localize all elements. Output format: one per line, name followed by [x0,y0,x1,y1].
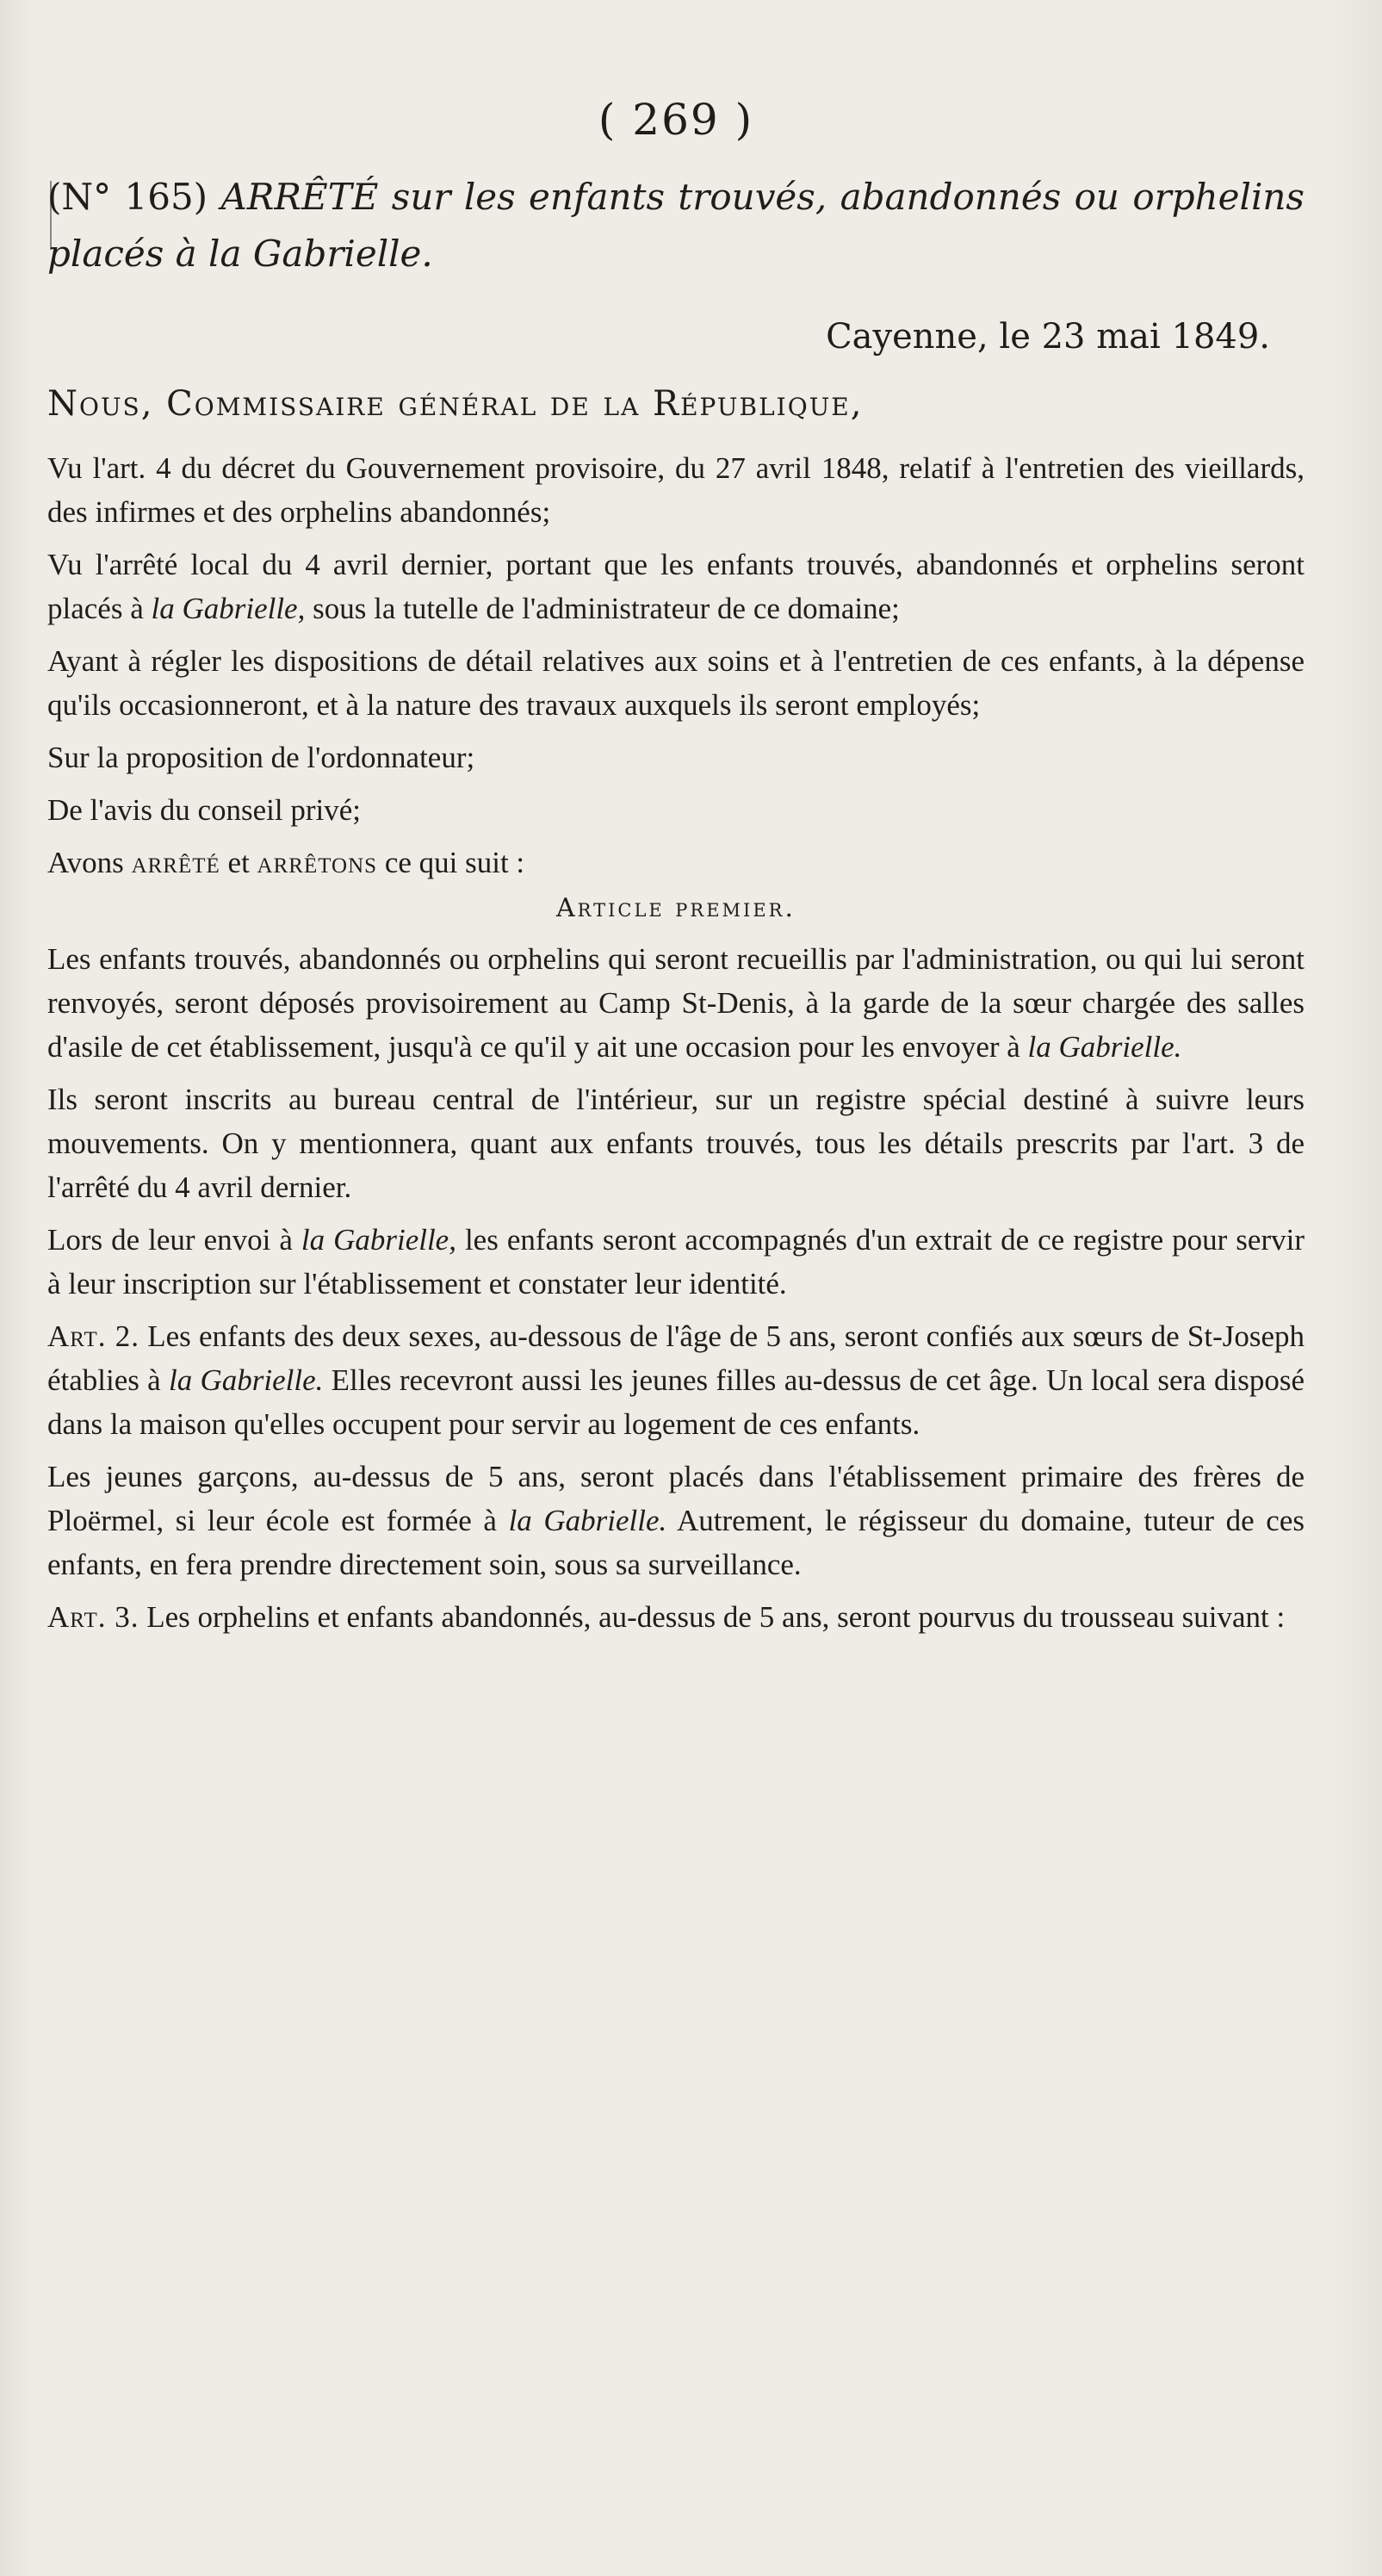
decree-number: (N° 165) [47,176,208,218]
article2-p2-place: la Gabrielle. [508,1504,667,1537]
article2-label: Art. 2. [47,1319,139,1353]
consideration-local-arrete-end: sous la tutelle de l'administrateur de ce domaine; [305,592,900,625]
article2-p1-place: la Gabrielle. [168,1363,324,1397]
consideration-local-arrete-text: Vu l'arrêté local du 4 avril dernier, portant que les enfants trouvés, abandonnés et orphelins seront placés à [47,548,1305,625]
article2-p1-end: Elles recevront aussi les jeunes filles au-dessus de cet âge. Un local sera disposé dans la maison qu'elles occupent pour servir au logement de ces enfants. [47,1363,1305,1441]
enacting-arrete: arrêté [131,846,220,879]
dateline: Cayenne, le 23 mai 1849. [826,317,1270,357]
decree-title-text: ARRÊTÉ sur les enfants trouvés, abandonnés ou orphelins placés à la Gabrielle. [47,176,1305,275]
article3-text: Les orphelins et enfants abandonnés, au-dessus de 5 ans, seront pourvus du trousseau suivant : [139,1600,1286,1634]
enacting-et: et [227,846,250,879]
article2-paragraph2 [47,1455,1305,1586]
article1-paragraph1 [47,937,1305,1069]
article2-p1-start: Les enfants des deux sexes, au-dessous de l'âge de 5 ans, seront confiés aux sœurs de St-Joseph établies à [47,1319,1305,1397]
enacting-clause [47,841,1305,885]
article-heading: Article premier. [555,893,796,923]
article1-p1-text: Les enfants trouvés, abandonnés ou orphelins qui seront recueillis par l'administration, ou qui lui seront renvoyés, seront déposés provisoirement au Camp St-Denis, à la garde de la sœur chargée des salles d'asile de cet établissement, jusqu'à ce qu'il y ait une occasion pour les envoyer à [47,942,1305,1064]
page-content [47,95,1305,1648]
consideration-decree: Vu l'art. 4 du décret du Gouvernement provisoire, du 27 avril 1848, relatif à l'entretien des vieillards, des infirmes et des orphelins abandonnés; [47,451,1305,529]
decree-title [47,169,1305,282]
article1-p1-place: la Gabrielle. [1027,1030,1182,1064]
article2-paragraph1 [47,1314,1305,1446]
article1-paragraph3 [47,1218,1305,1306]
issuing-authority: Nous, Commissaire général de la République, [47,384,864,424]
consideration-local-arrete [47,543,1305,630]
article2-p2-end: Autrement, le régisseur du domaine, tuteur de ces enfants, en fera prendre directement soin, sous sa surveillance. [47,1504,1305,1581]
enacting-arretons: arrêtons [257,846,378,879]
enacting-rest: ce qui suit : [384,846,525,879]
article1-p3-end: les enfants seront accompagnés d'un extrait de ce registre pour servir à leur inscription sur l'établissement et constater leur identité. [47,1223,1305,1300]
article3-paragraph [47,1595,1305,1639]
place-name: la Gabrielle, [151,592,306,625]
article1-p3-place: la Gabrielle, [301,1223,456,1257]
page-number: ( 269 ) [598,95,754,145]
consideration-provisions: Ayant à régler les dispositions de détail relatives aux soins et à l'entretien de ces enfants, à la dépense qu'ils occasionneront, et à la nature des travaux auxquels ils seront employés; [47,644,1305,722]
article3-label: Art. 3. [47,1600,139,1634]
article1-paragraph2: Ils seront inscrits au bureau central de l'intérieur, sur un registre spécial destiné à suivre leurs mouvements. On y mentionnera, quant aux enfants trouvés, tous les détails prescrits par l'art. 3 de l'arrêté du 4 avril dernier. [47,1083,1305,1204]
article2-p2-start: Les jeunes garçons, au-dessus de 5 ans, seront placés dans l'établissement primaire des frères de Ploërmel, si leur école est formée à [47,1460,1305,1537]
article1-p3-start: Lors de leur envoi à [47,1223,301,1257]
consideration-council: De l'avis du conseil privé; [47,793,361,827]
enacting-avons: Avons [47,846,124,879]
consideration-proposal: Sur la proposition de l'ordonnateur; [47,741,475,774]
